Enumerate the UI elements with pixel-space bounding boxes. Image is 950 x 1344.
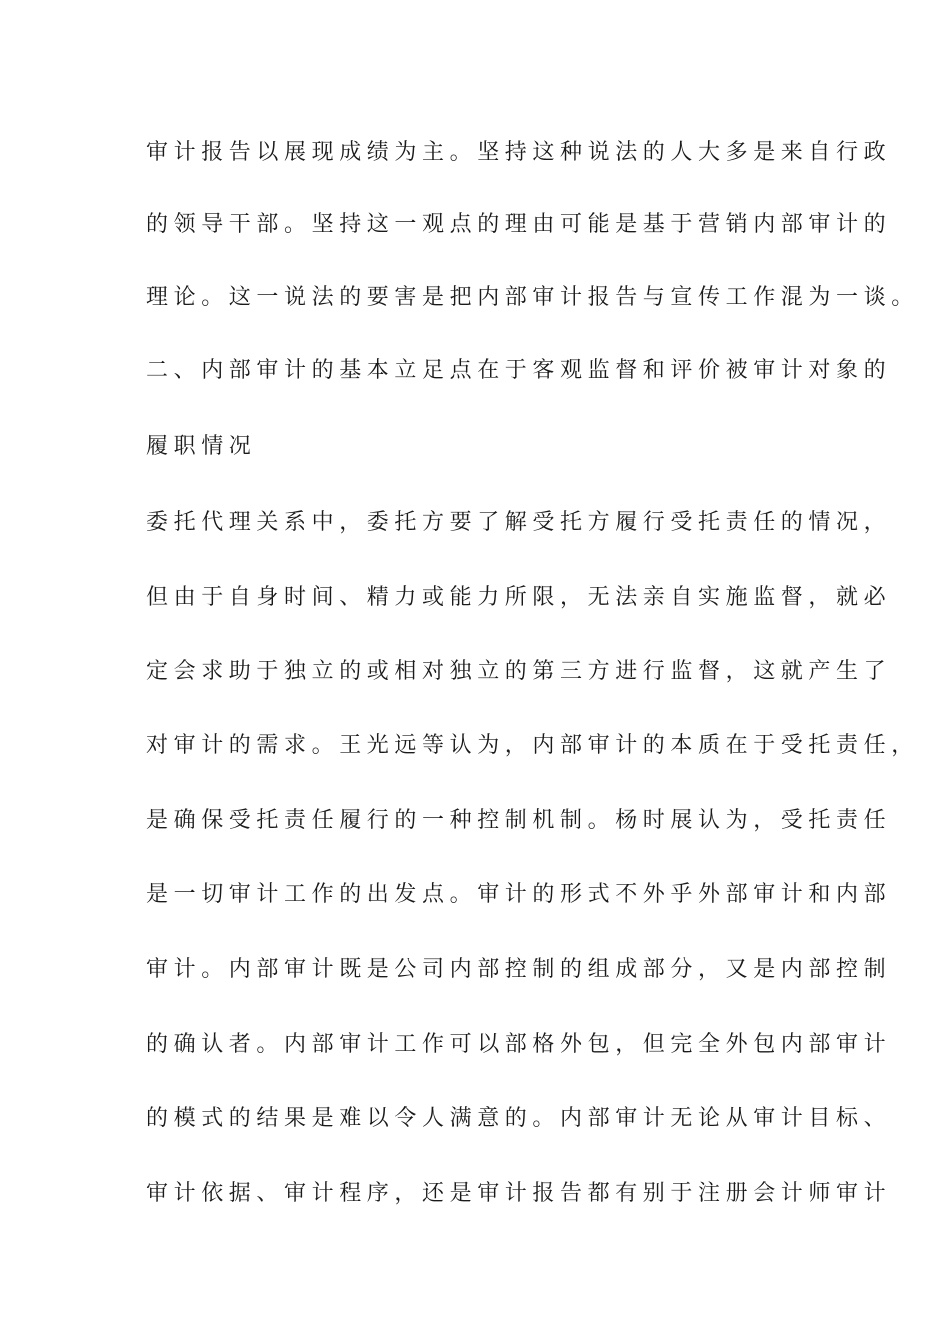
text-line-9: 对审计的需求。王光远等认为，内部审计的本质在于受托责任，	[146, 733, 919, 758]
text-line-14: 的模式的结果是难以令人满意的。内部审计无论从审计目标、	[146, 1106, 892, 1131]
text-line-13: 的确认者。内部审计工作可以部格外包，但完全外包内部审计	[146, 1032, 892, 1057]
text-line-3: 理论。这一说法的要害是把内部审计报告与宣传工作混为一谈。	[146, 285, 919, 310]
text-line-1: 审计报告以展现成绩为主。坚持这种说法的人大多是来自行政	[146, 140, 892, 165]
text-line-15: 审计依据、审计程序，还是审计报告都有别于注册会计师审计	[146, 1181, 892, 1206]
section-heading-line-1: 二、内部审计的基本立足点在于客观监督和评价被审计对象的	[146, 358, 892, 383]
text-line-6: 委托代理关系中，委托方要了解受托方履行受托责任的情况，	[146, 510, 892, 535]
text-line-11: 是一切审计工作的出发点。审计的形式不外乎外部审计和内部	[146, 882, 892, 907]
text-line-7: 但由于自身时间、精力或能力所限，无法亲自实施监督，就必	[146, 585, 892, 610]
text-line-2: 的领导干部。坚持这一观点的理由可能是基于营销内部审计的	[146, 212, 892, 237]
text-line-10: 是确保受托责任履行的一种控制机制。杨时展认为，受托责任	[146, 808, 892, 833]
section-heading-line-2: 履职情况	[146, 434, 257, 459]
text-line-12: 审计。内部审计既是公司内部控制的组成部分，又是内部控制	[146, 957, 892, 982]
text-line-8: 定会求助于独立的或相对独立的第三方进行监督，这就产生了	[146, 659, 892, 684]
